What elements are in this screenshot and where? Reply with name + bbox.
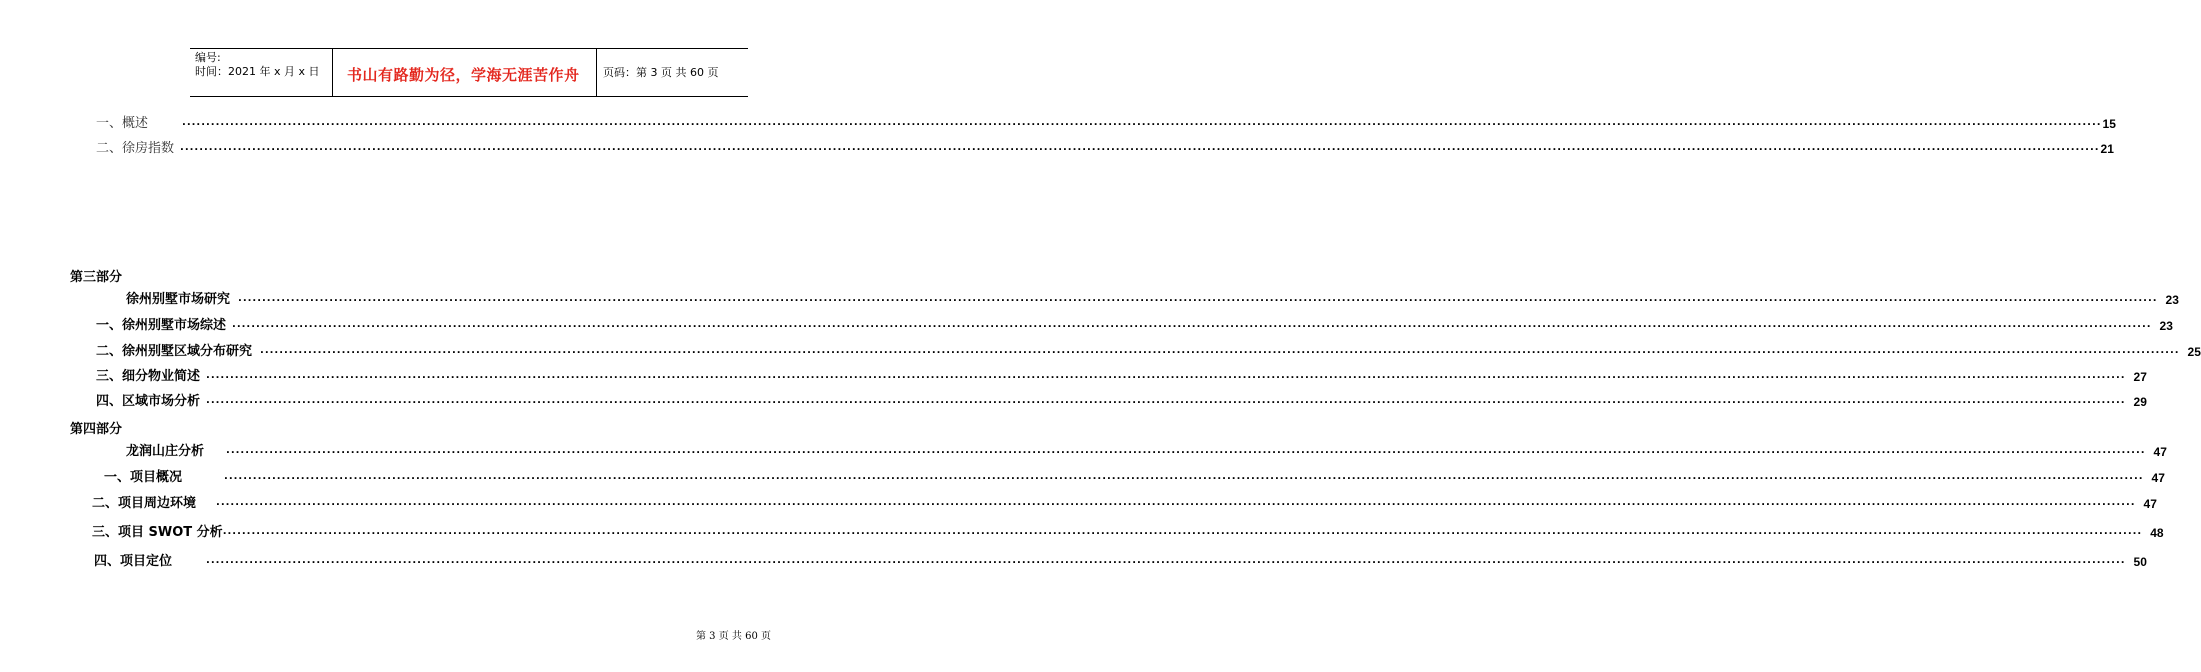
toc-entry-part4-2[interactable] [92, 494, 2157, 512]
part4-title: 第四部分 [70, 422, 123, 437]
part3-title: 第三部分 [70, 270, 123, 285]
toc-page-number: 47 [2151, 471, 2165, 485]
toc-leader-dots: ................................................................................................................................................................................................................................................................................................................................................................................................................ [206, 395, 2126, 406]
header-page-count: 页码：第 3 页 共 60 页 [603, 66, 719, 79]
toc-leader-dots: ................................................................................................................................................................................................................................................................................................................................................................................................................ [226, 445, 2146, 456]
toc-label: 二、徐州别墅区域分布研究 [96, 344, 253, 359]
toc-page-number: 47 [2153, 445, 2167, 459]
header-divider-left [332, 48, 333, 97]
toc-entry-xufang-index[interactable] [96, 139, 2114, 157]
toc-label: 一、徐州别墅市场综述 [96, 318, 227, 333]
toc-label: 二、徐房指数 [96, 141, 175, 156]
toc-label: 四、区域市场分析 [96, 394, 201, 409]
toc-entry-part3-main[interactable] [126, 290, 2179, 308]
toc-label: 四、项目定位 [94, 554, 173, 569]
toc-entry-overview[interactable] [96, 114, 2116, 132]
toc-page-number: 50 [2133, 555, 2147, 569]
toc-label: 三、细分物业简述 [96, 369, 201, 384]
header-divider-right [596, 48, 597, 97]
toc-entry-part3-1[interactable] [96, 316, 2173, 334]
toc-entry-part4-main[interactable] [126, 442, 2167, 460]
toc-page-number: 48 [2150, 526, 2164, 540]
header-top-border [190, 48, 748, 49]
toc-page-number: 25 [2187, 345, 2201, 359]
toc-leader-dots: ................................................................................................................................................................................................................................................................................................................................................................................................................ [224, 471, 2144, 482]
toc-leader-dots: ................................................................................................................................................................................................................................................................................................................................................................................................................ [180, 142, 2100, 153]
toc-page-number: 23 [2165, 293, 2179, 307]
toc-entry-part4-3[interactable] [92, 523, 2164, 541]
toc-entry-part3-3[interactable] [96, 367, 2147, 385]
header-serial: 编号: [195, 51, 221, 64]
toc-page-number: 47 [2143, 497, 2157, 511]
toc-leader-dots: ................................................................................................................................................................................................................................................................................................................................................................................................................ [216, 497, 2136, 508]
toc-leader-dots: ................................................................................................................................................................................................................................................................................................................................................................................................................ [206, 555, 2126, 566]
toc-leader-dots: ................................................................................................................................................................................................................................................................................................................................................................................................................ [260, 345, 2180, 356]
header-bottom-border [190, 96, 748, 97]
toc-page-number: 23 [2159, 319, 2173, 333]
toc-label: 二、项目周边环境 [92, 496, 197, 511]
toc-entry-part3-4[interactable] [96, 392, 2147, 410]
toc-label: 一、概述 [96, 116, 149, 131]
toc-leader-dots: ................................................................................................................................................................................................................................................................................................................................................................................................................ [232, 319, 2152, 330]
toc-leader-dots: ................................................................................................................................................................................................................................................................................................................................................................................................................ [206, 370, 2126, 381]
toc-leader-dots: ................................................................................................................................................................................................................................................................................................................................................................................................................ [238, 293, 2158, 304]
toc-leader-dots: ................................................................................................................................................................................................................................................................................................................................................................................................................ [222, 526, 2143, 537]
toc-entry-part3-2[interactable] [96, 342, 2201, 360]
toc-label: 一、项目概况 [104, 470, 183, 485]
toc-page-number: 29 [2133, 395, 2147, 409]
toc-entry-part4-1[interactable] [104, 468, 2165, 486]
header-time: 时间：2021 年 x 月 x 日 [195, 65, 320, 78]
toc-label: 龙润山庄分析 [126, 444, 205, 459]
footer-page-number: 第 3 页 共 60 页 [696, 631, 771, 642]
toc-label: 徐州别墅市场研究 [126, 292, 231, 307]
toc-page-number: 15 [2102, 117, 2116, 131]
toc-page-number: 21 [2100, 142, 2114, 156]
toc-entry-part4-4[interactable] [94, 552, 2147, 570]
toc-label: 三、项目 SWOT 分析 [92, 525, 223, 540]
header-motto: 书山有路勤为径，学海无涯苦作舟 [347, 66, 580, 84]
toc-page-number: 27 [2133, 370, 2147, 384]
toc-leader-dots: ................................................................................................................................................................................................................................................................................................................................................................................................................ [182, 117, 2102, 128]
